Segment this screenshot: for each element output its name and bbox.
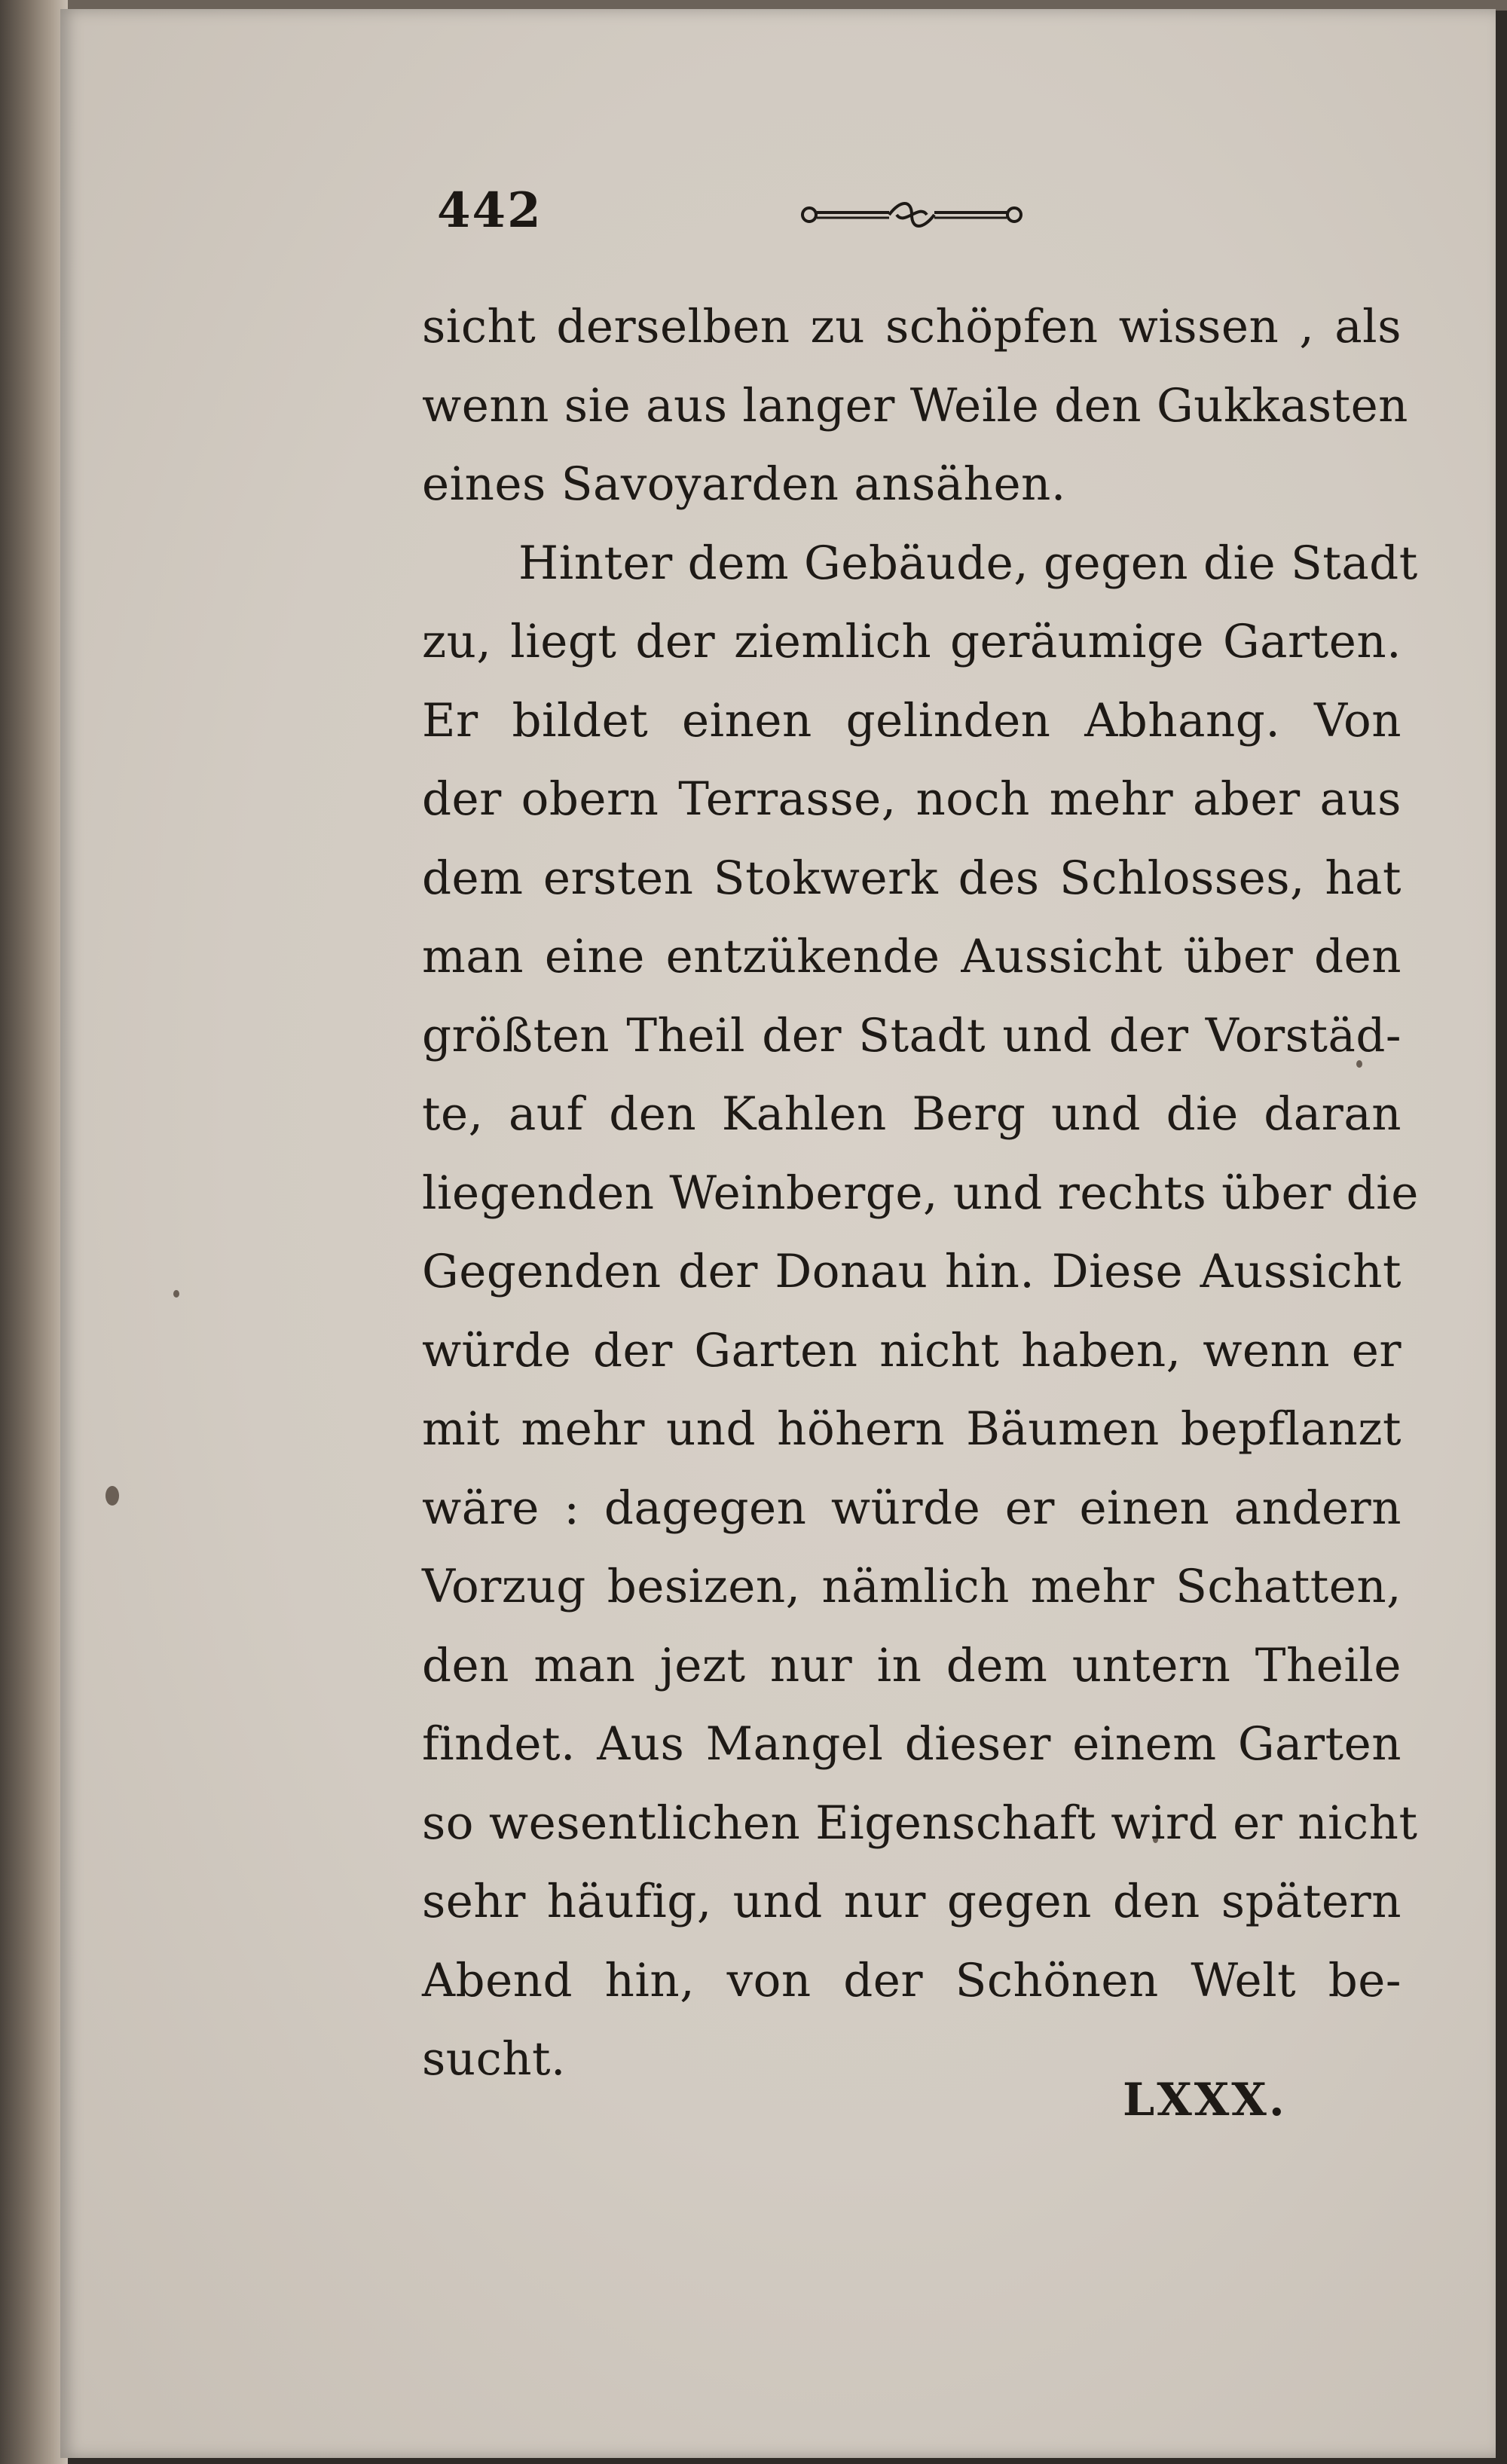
ornament-rule-icon <box>799 196 1025 234</box>
book-page <box>60 9 1496 2458</box>
text-line: der obern Terrasse, noch mehr aber aus <box>422 772 1402 826</box>
text-line: würde der Garten nicht haben, wenn er <box>422 1323 1402 1377</box>
text-line: man eine entzükende Aussicht über den <box>422 930 1402 983</box>
text-line: so wesentlichen Eigenschaft wird er nicht <box>422 1796 1418 1850</box>
text-line: Hinter dem Gebäude, gegen die Stadt <box>518 536 1418 590</box>
text-line: zu, liegt der ziemlich geräumige Garten. <box>422 615 1402 668</box>
text-line: sehr häufig, und nur gegen den spätern <box>422 1875 1402 1928</box>
page-number: 442 <box>437 182 543 239</box>
text-line: dem ersten Stokwerk des Schlosses, hat <box>422 851 1402 905</box>
catchword: LXXX. <box>1123 2074 1287 2126</box>
text-line: liegenden Weinberge, und rechts über die <box>422 1166 1419 1220</box>
text-line: sicht derselben zu schöpfen wissen , als <box>422 300 1402 353</box>
text-line: Vorzug besizen, nämlich mehr Schatten, <box>422 1560 1402 1613</box>
body-text <box>422 288 1419 2099</box>
text-line: Er bildet einen gelinden Abhang. Von <box>422 693 1402 747</box>
paper-stain <box>105 1486 119 1506</box>
text-line: Abend hin, von der Schönen Welt be- <box>422 1953 1402 2007</box>
text-line: größten Theil der Stadt und der Vorstäd- <box>422 1008 1402 1062</box>
text-line: den man jezt nur in dem untern Theile <box>422 1638 1402 1692</box>
text-line: Gegenden der Donau hin. Diese Aussicht <box>422 1245 1402 1298</box>
paper-speck <box>173 1290 179 1298</box>
text-line: findet. Aus Mangel dieser einem Garten <box>422 1717 1402 1771</box>
text-line: eines Savoyarden ansähen. <box>422 457 1066 511</box>
text-line: wäre : dagegen würde er einen andern <box>422 1481 1402 1535</box>
running-head <box>377 182 1447 250</box>
text-line: wenn sie aus langer Weile den Gukkasten <box>422 378 1408 433</box>
text-line: mit mehr und höhern Bäumen bepflanzt <box>422 1402 1402 1456</box>
text-line: sucht. <box>422 2032 566 2086</box>
book-spine-shadow <box>0 0 68 2464</box>
text-line: te, auf den Kahlen Berg und die daran <box>422 1087 1402 1141</box>
